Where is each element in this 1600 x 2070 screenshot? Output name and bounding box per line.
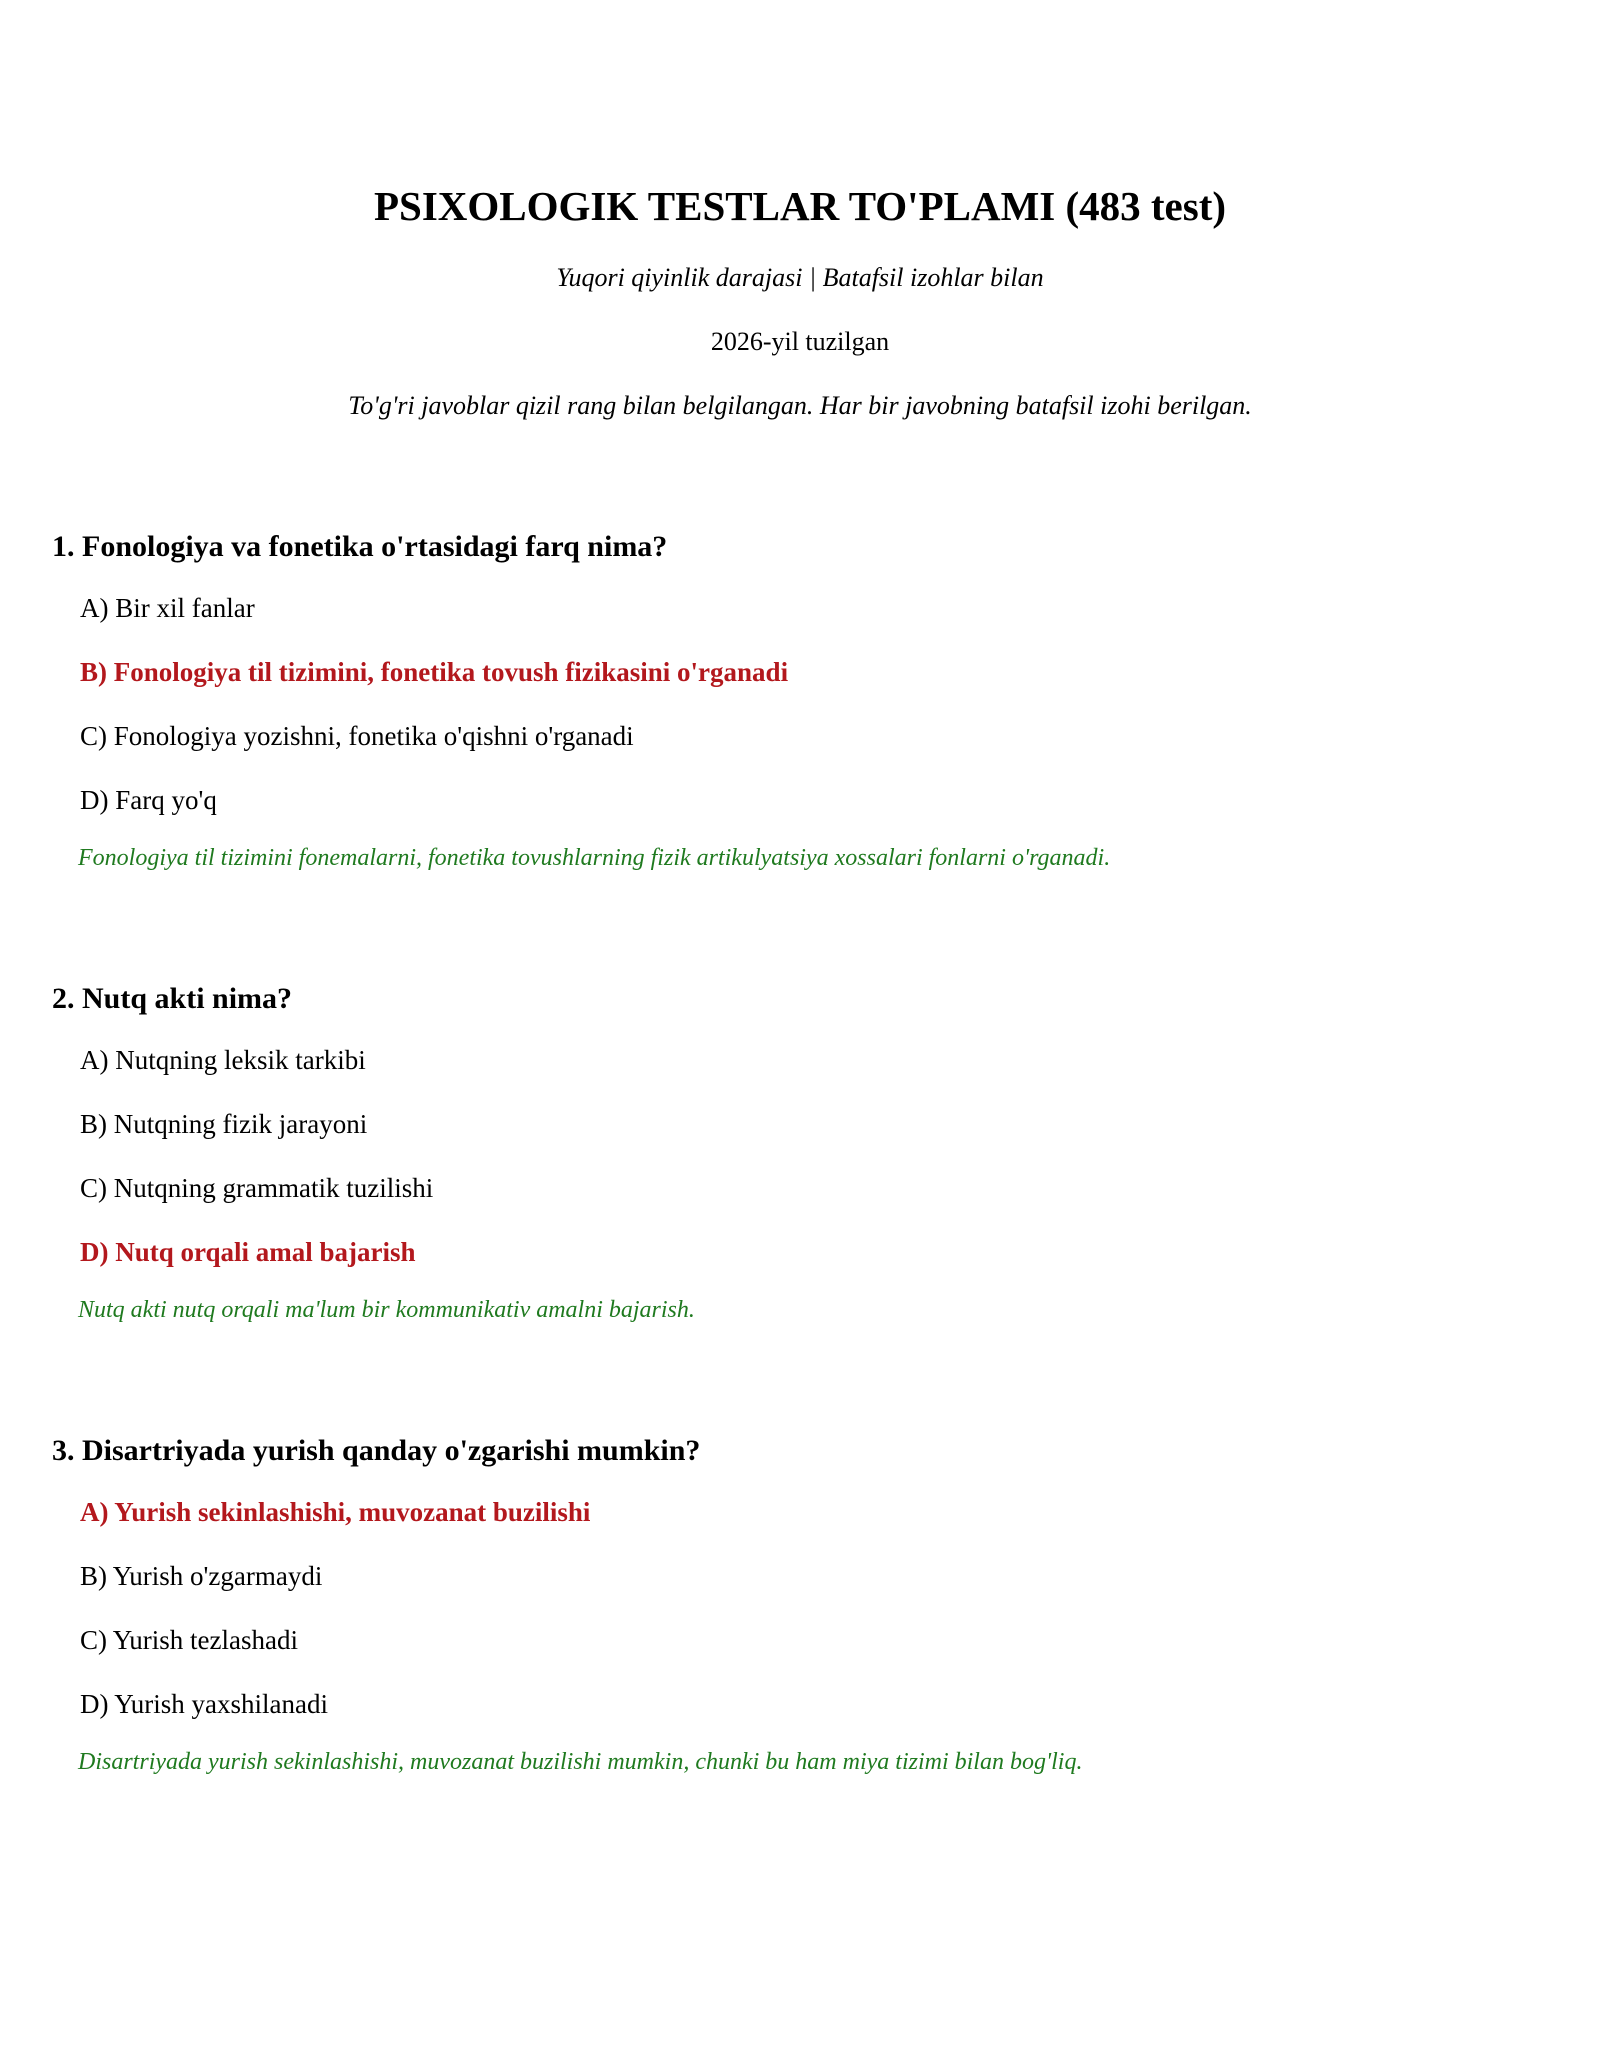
option-a: A) Bir xil fanlar [80,593,255,623]
option-a-correct: A) Yurish sekinlashishi, muvozanat buzilishi [80,1497,591,1527]
question-title: 3. Disartriyada yurish qanday o'zgarishi mumkin? [52,1434,701,1467]
question-title: 2. Nutq akti nima? [52,982,293,1015]
compiled-year: 2026-yil tuzilgan [710,327,890,356]
option-c: C) Fonologiya yozishni, fonetika o'qishni o'rganadi [80,721,634,751]
option-c: C) Nutqning grammatik tuzilishi [80,1173,434,1203]
answer-options [52,1495,1552,1751]
question-title: 1. Fonologiya va fonetika o'rtasidagi farq nima? [52,530,668,563]
document-header [0,182,1600,422]
answer-options [52,591,1552,847]
option-d-correct: D) Nutq orqali amal bajarish [80,1237,416,1267]
question-1 [52,527,1552,979]
answer-options [52,1043,1552,1299]
answer-explanation: Disartriyada yurish sekinlashishi, muvozanat buzilishi mumkin, chunki bu ham miya tizimi bilan bog'liq. [78,1749,1083,1775]
answer-explanation: Nutq akti nutq orqali ma'lum bir kommunikativ amalni bajarish. [78,1297,695,1323]
option-b: B) Nutqning fizik jarayoni [80,1109,368,1139]
page-subtitle: Yuqori qiyinlik darajasi | Batafsil izohlar bilan [556,263,1044,292]
answer-explanation: Fonologiya til tizimini fonemalarni, fonetika tovushlarning fizik artikulyatsiya xossalari fonlarni o'rganadi. [78,845,1111,871]
option-b-correct: B) Fonologiya til tizimini, fonetika tovush fizikasini o'rganadi [80,657,789,687]
option-d: D) Yurish yaxshilanadi [80,1689,328,1719]
question-3 [52,1431,1552,1883]
question-2 [52,979,1552,1431]
option-a: A) Nutqning leksik tarkibi [80,1045,366,1075]
option-c: C) Yurish tezlashadi [80,1625,298,1655]
instructions-note: To'g'ri javoblar qizil rang bilan belgilangan. Har bir javobning batafsil izohi berilgan. [348,391,1252,420]
page-title: PSIXOLOGIK TESTLAR TO'PLAMI (483 test) [373,183,1226,229]
questions-list [52,527,1552,1883]
option-d: D) Farq yo'q [80,785,217,815]
option-b: B) Yurish o'zgarmaydi [80,1561,323,1591]
